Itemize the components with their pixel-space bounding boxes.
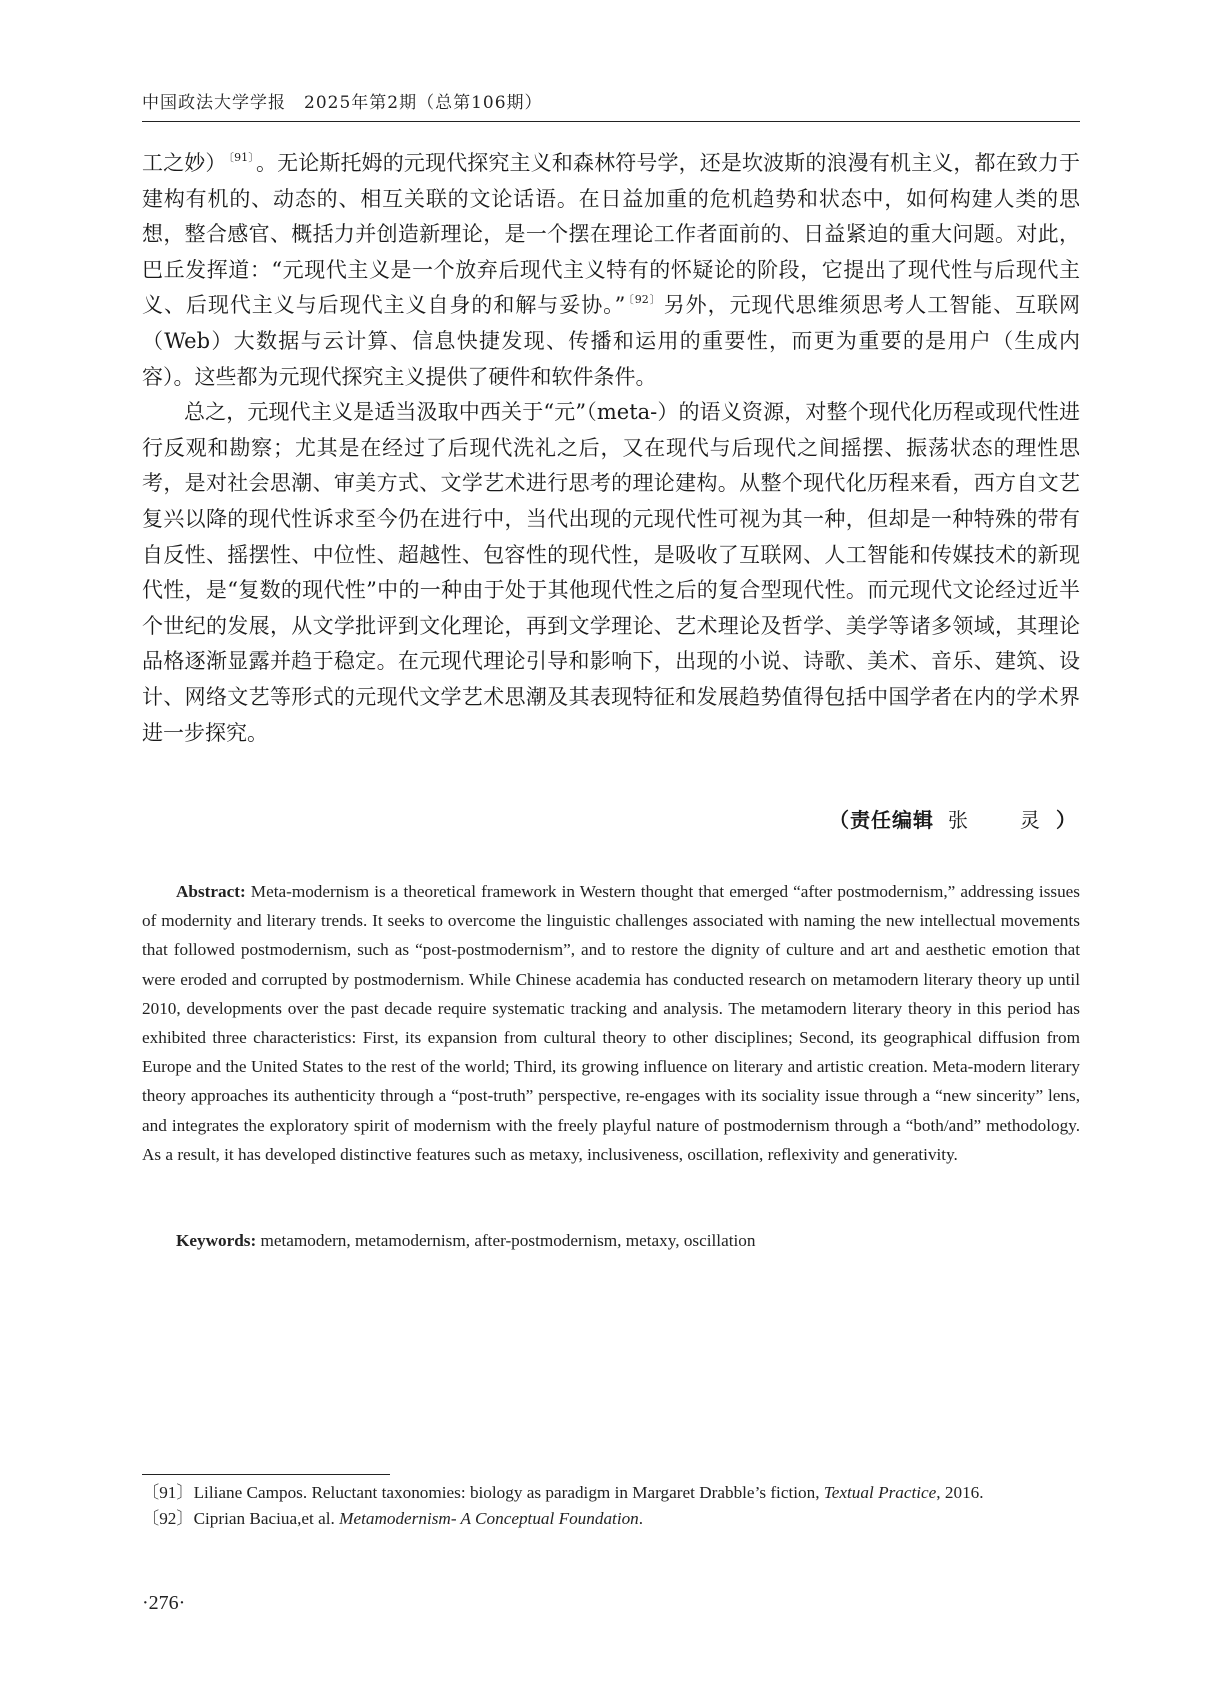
citation-92[interactable]: 〔92〕	[627, 293, 662, 307]
abstract-paragraph	[142, 877, 1080, 1169]
responsible-editor	[829, 804, 1077, 833]
fn91-tail: , 2016.	[936, 1483, 984, 1502]
keywords	[142, 1226, 1080, 1255]
fn92-tail: .	[638, 1509, 644, 1528]
abstract-label: Abstract:	[176, 882, 246, 901]
footnote-rule	[142, 1474, 390, 1475]
article-body	[142, 146, 1080, 751]
running-head: 中国政法大学学报 2025年第2期（总第106期）	[142, 93, 543, 113]
p1-text-a: 工之妙）	[142, 151, 227, 175]
citation-91[interactable]: 〔91〕	[228, 151, 254, 164]
keywords-text: metamodern, metamodernism, after-postmodernism, metaxy, oscillation	[260, 1231, 756, 1250]
fn91-journal: Textual Practice	[823, 1483, 937, 1502]
fn92-title: Metamodernism- A Conceptual Foundation	[339, 1509, 639, 1528]
editor-close: ）	[1056, 808, 1077, 832]
p1-text-b: 。无论斯托姆的元现代探究主义和森林符号学，还是坎波斯的浪漫有机主义，都在致力于建构有机的、动态的、相互关联的文论话语。在日益加重的危机趋势和状态中，如何构建人类的思想，整合感官、概括力并创造新理论，是一个摆在理论工作者面前的、日益紧迫的重大问题。对此，巴丘发挥道：“元现代主义是一个放弃后现代主义特有的怀疑论的阶段，它提出了现代性与后现代主义、后现代主义与后现代主义自身的和解与妥协。”	[142, 151, 1081, 318]
abstract	[142, 877, 1080, 1169]
body-paragraph-1	[142, 146, 1080, 395]
header-rule	[142, 121, 1080, 122]
p1-text-c: 另外，元现代思维须思考人工智能、互联网（Web）大数据与云计算、信息快捷发现、传播和运用的重要性，而更为重要的是用户（生成内容）。这些都为元现代探究主义提供了硬件和软件条件。	[142, 293, 1081, 389]
footnote-92	[142, 1506, 1080, 1532]
editor-name: 张 灵	[948, 808, 1056, 832]
editor-open: （责任编辑	[829, 808, 934, 832]
footnote-91	[142, 1480, 1080, 1506]
abstract-text: Meta-modernism is a theoretical framework in Western thought that emerged “after postmodernism,” addressing issues of modernity and literary trends. It seeks to overcome the linguistic challenges associated with naming the new intellectual movements that followed postmodernism, such as “post-postmodernism”, and to restore the dignity of culture and art and aesthetic emotion that were eroded and corrupted by postmodernism. While Chinese academia has conducted research on metamodern literary theory up until 2010, developments over the past decade require systematic tracking and analysis. The metamodern literary theory in this period has exhibited three characteristics: First, its expansion from cultural theory to other disciplines; Second, its geographical diffusion from Europe and the United States to the rest of the world; Third, its growing influence on literary and artistic creation. Meta-modern literary theory approaches its authenticity through a “post-truth” perspective, re-engages with its sociality issue through a “new sincerity” lens, and integrates the exploratory spirit of modernism with the freely playful nature of postmodernism through a “both/and” methodology. As a result, it has developed distinctive features such as metaxy, inclusiveness, oscillation, reflexivity and generativity.	[142, 882, 1080, 1164]
footnotes	[142, 1480, 1080, 1532]
fn92-text: 〔92〕Ciprian Baciua,et al.	[142, 1509, 340, 1528]
body-paragraph-2: 总之，元现代主义是适当汲取中西关于“元”（meta-）的语义资源，对整个现代化历程或现代性进行反观和勘察；尤其是在经过了后现代洗礼之后，又在现代与后现代之间摇摆、振荡状态的理性思考，是对社会思潮、审美方式、文学艺术进行思考的理论建构。从整个现代化历程来看，西方自文艺复兴以降的现代性诉求至今仍在进行中，当代出现的元现代性可视为其一种，但却是一种特殊的带有自反性、摇摆性、中位性、超越性、包容性的现代性，是吸收了互联网、人工智能和传媒技术的新现代性，是“复数的现代性”中的一种由于处于其他现代性之后的复合型现代性。而元现代文论经过近半个世纪的发展，从文学批评到文化理论，再到文学理论、艺术理论及哲学、美学等诸多领域，其理论品格逐渐显露并趋于稳定。在元现代理论引导和影响下，出现的小说、诗歌、美术、音乐、建筑、设计、网络文艺等形式的元现代文学艺术思潮及其表现特征和发展趋势值得包括中国学者在内的学术界进一步探究。	[142, 400, 1080, 745]
fn91-text: 〔91〕Liliane Campos. Reluctant taxonomies: biology as paradigm in Margaret Drabble’s fiction,	[142, 1483, 824, 1502]
keywords-label: Keywords:	[176, 1231, 257, 1250]
page-number: ·276·	[142, 1592, 186, 1614]
